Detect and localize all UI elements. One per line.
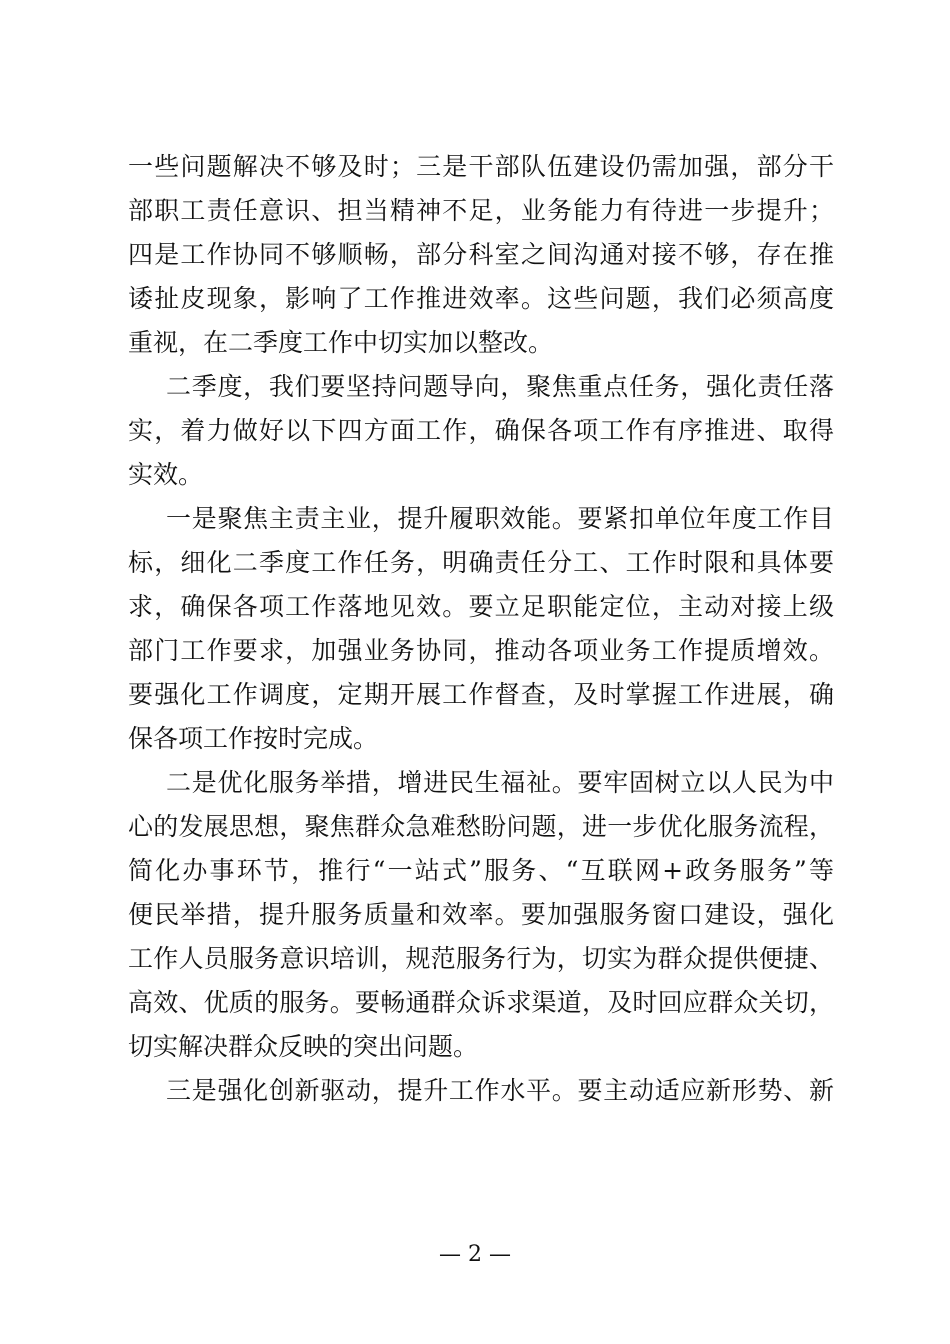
text-line: 简化办事环节，推行“一站式”服务、“互联网+政务服务”等 [128, 856, 834, 885]
text-line: 一是聚焦主责主业，提升履职效能。要紧扣单位年度工作目 [166, 504, 834, 533]
paragraph-5 [128, 1069, 834, 1113]
text-line: 诿扯皮现象，影响了工作推进效率。这些问题，我们必须高度 [128, 284, 834, 313]
text-line: 三是强化创新驱动，提升工作水平。要主动适应新形势、新 [166, 1076, 834, 1105]
text-line: 便民举措，提升服务质量和效率。要加强服务窗口建设，强化 [128, 900, 834, 929]
text-line: 部门工作要求，加强业务协同，推动各项业务工作提质增效。 [128, 636, 834, 665]
text-line: 标，细化二季度工作任务，明确责任分工、工作时限和具体要 [128, 548, 834, 577]
text-line: 重视，在二季度工作中切实加以整改。 [128, 328, 554, 357]
paragraph-4 [128, 761, 834, 1069]
text-line: 实效。 [128, 460, 204, 489]
page-number: — 2 — [439, 1242, 511, 1267]
paragraph-2 [128, 365, 834, 497]
text-line: 心的发展思想，聚焦群众急难愁盼问题，进一步优化服务流程， [128, 812, 834, 841]
text-line: 高效、优质的服务。要畅通群众诉求渠道，及时回应群众关切， [128, 988, 834, 1017]
text-line: 实，着力做好以下四方面工作，确保各项工作有序推进、取得 [128, 416, 834, 445]
text-line: 二季度，我们要坚持问题导向，聚焦重点任务，强化责任落 [166, 372, 834, 401]
text-line: 求，确保各项工作落地见效。要立足职能定位，主动对接上级 [128, 592, 834, 621]
text-line: 要强化工作调度，定期开展工作督查，及时掌握工作进展，确 [128, 680, 834, 709]
text-line: 一些问题解决不够及时；三是干部队伍建设仍需加强，部分干 [128, 152, 834, 181]
text-line: 四是工作协同不够顺畅，部分科室之间沟通对接不够，存在推 [128, 240, 834, 269]
text-line: 保各项工作按时完成。 [128, 724, 379, 753]
paragraph-1 [128, 145, 834, 365]
paragraph-3 [128, 497, 834, 761]
text-line: 二是优化服务举措，增进民生福祉。要牢固树立以人民为中 [166, 768, 834, 797]
document-body [128, 145, 834, 1113]
text-line: 工作人员服务意识培训，规范服务行为，切实为群众提供便捷、 [128, 944, 834, 973]
text-line: 部职工责任意识、担当精神不足，业务能力有待进一步提升； [128, 196, 834, 225]
text-line: 切实解决群众反映的突出问题。 [128, 1032, 479, 1061]
